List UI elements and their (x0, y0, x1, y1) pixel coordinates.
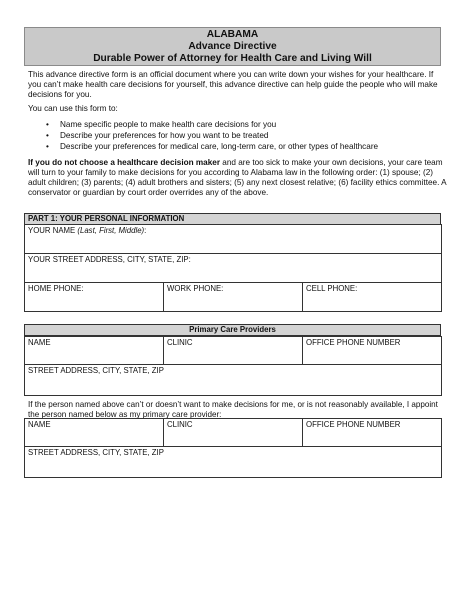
bullet-item: • Describe your preferences for how you want to be treated (46, 130, 378, 141)
alternate-provider-table (24, 418, 442, 478)
document-header (24, 27, 441, 66)
intro-bullet-list (46, 119, 378, 152)
alternate-phone-field[interactable] (303, 419, 442, 447)
primary-care-table (24, 336, 442, 396)
alternate-address-label: STREET ADDRESS, CITY, STATE, ZIP (28, 448, 164, 457)
your-address-field[interactable] (25, 254, 442, 283)
cell-phone-field[interactable] (303, 283, 442, 312)
cell-phone-label: CELL PHONE: (306, 284, 358, 293)
bullet-item: • Name specific people to make health care decisions for you (46, 119, 378, 130)
home-phone-label: HOME PHONE: (28, 284, 84, 293)
provider-clinic-label: CLINIC (167, 338, 193, 347)
provider-phone-field[interactable] (303, 337, 442, 365)
your-address-label: YOUR STREET ADDRESS, CITY, STATE, ZIP: (28, 255, 191, 264)
primary-care-heading: Primary Care Providers (24, 324, 441, 336)
default-decision-maker-paragraph (28, 158, 448, 198)
your-name-field[interactable] (25, 225, 442, 254)
provider-clinic-field[interactable] (164, 337, 303, 365)
alternate-provider-paragraph: If the person named above can’t or doesn’t want to make decisions for me, or is not reasonably available, I appoint the person named below as my primary care provider: (28, 400, 438, 419)
alternate-phone-label: OFFICE PHONE NUMBER (306, 420, 401, 429)
header-title: Advance Directive (188, 41, 277, 52)
work-phone-field[interactable] (164, 283, 303, 312)
personal-info-table (24, 224, 442, 312)
your-name-hint: (Last, First, Middle) (77, 226, 145, 235)
intro-list-lead: You can use this form to: (28, 104, 118, 113)
default-decision-maker-bold: If you do not choose a healthcare decision maker (28, 158, 221, 167)
intro-paragraph: This advance directive form is an official document where you can write down your wishes for your healthcare. If you can’t make health care decisions for yourself, this advance directive can help guide the people who will make decisions for you. (28, 70, 438, 99)
header-state: ALABAMA (206, 29, 259, 40)
alternate-name-field[interactable] (25, 419, 164, 447)
alternate-name-label: NAME (28, 420, 51, 429)
home-phone-field[interactable] (25, 283, 164, 312)
bullet-item: • Describe your preferences for medical care, long-term care, or other types of healthcare (46, 141, 378, 152)
provider-phone-label: OFFICE PHONE NUMBER (306, 338, 401, 347)
work-phone-label: WORK PHONE: (167, 284, 224, 293)
provider-name-label: NAME (28, 338, 51, 347)
provider-address-field[interactable] (25, 365, 442, 396)
header-subtitle: Durable Power of Attorney for Health Care and Living Will (93, 53, 372, 64)
your-name-label: YOUR NAME (28, 226, 76, 235)
your-name-colon: : (144, 226, 147, 235)
provider-address-label: STREET ADDRESS, CITY, STATE, ZIP (28, 366, 164, 375)
part1-heading: PART 1: YOUR PERSONAL INFORMATION (24, 213, 441, 225)
alternate-clinic-field[interactable] (164, 419, 303, 447)
alternate-clinic-label: CLINIC (167, 420, 193, 429)
provider-name-field[interactable] (25, 337, 164, 365)
default-decision-maker-text: and are too sick to make your own decisions, your care team will turn to your family to make decisions for you according to Alabama law in the following order: (1) spouse; (2) adult children; (3) parents; (4) adult brothers and sisters; (5) any next closest relative; (6) facility ethics committee. A conservator or guardian by court order overrides any of the above. (28, 158, 447, 197)
alternate-address-field[interactable] (25, 447, 442, 478)
